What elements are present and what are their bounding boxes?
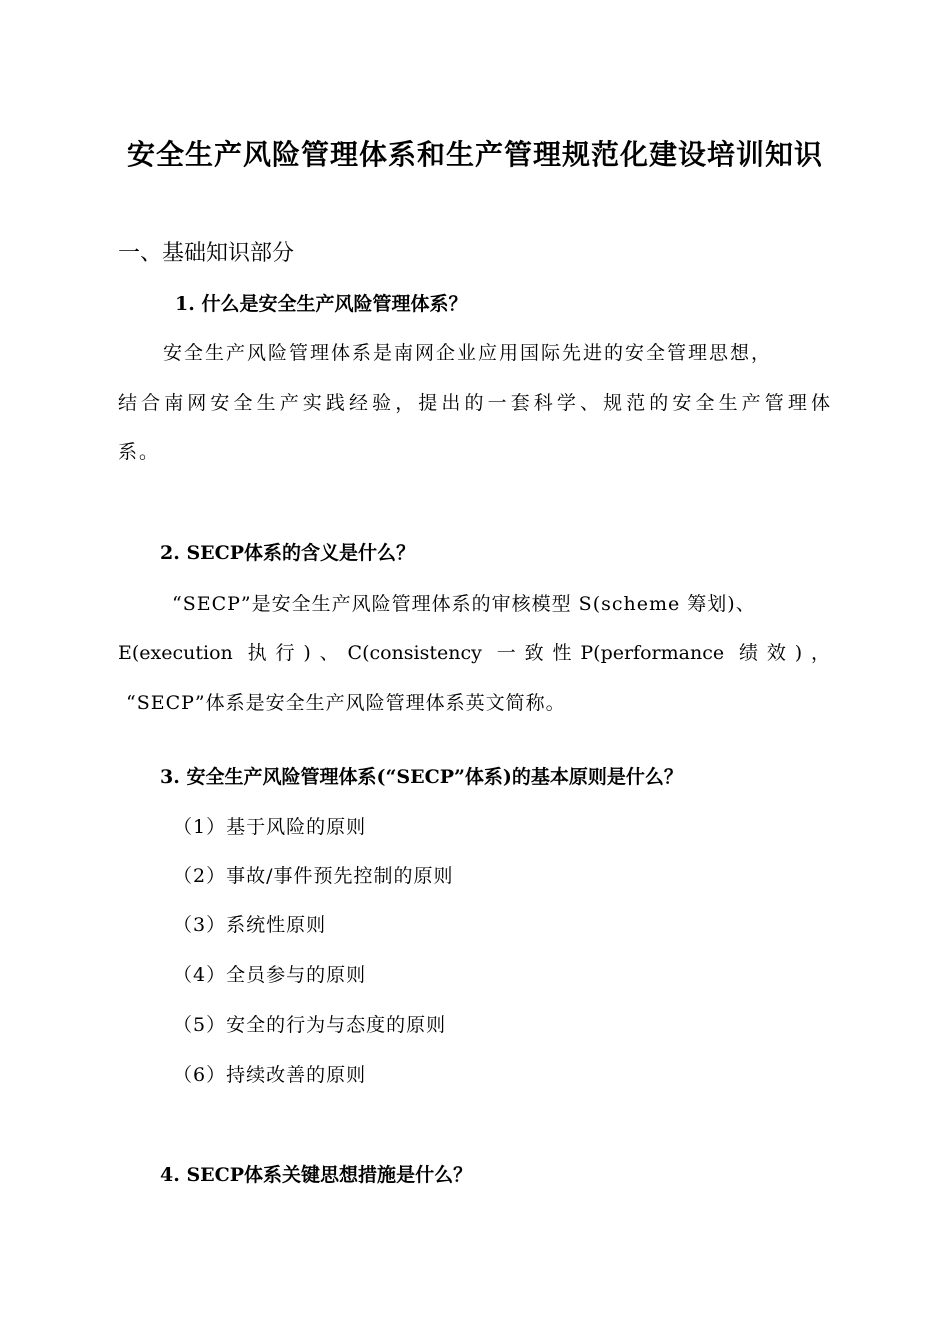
question-2-heading: 2. SECP体系的含义是什么？ bbox=[160, 542, 416, 564]
question-1-line-1: 安全生产风险管理体系是南网企业应用国际先进的安全管理思想， bbox=[163, 342, 773, 364]
principle-item-5: （5）安全的行为与态度的原则 bbox=[173, 1014, 447, 1036]
question-2-line-2: E(execution 执行)、C(consistency 一致性P(performance 绩效)， bbox=[118, 642, 830, 664]
question-2-line-1: “SECP”是安全生产风险管理体系的审核模型 S(scheme 筹划)、 bbox=[172, 593, 756, 615]
question-1-heading: 1. 什么是安全生产风险管理体系？ bbox=[175, 293, 468, 315]
section-heading: 一、基础知识部分 bbox=[118, 241, 295, 266]
question-3-heading: 3. 安全生产风险管理体系(“SECP”体系)的基本原则是什么？ bbox=[160, 766, 683, 788]
document-title: 安全生产风险管理体系和生产管理规范化建设培训知识 bbox=[126, 138, 823, 171]
principle-item-2: （2）事故/事件预先控制的原则 bbox=[173, 865, 454, 887]
question-1-line-3: 系。 bbox=[118, 441, 161, 463]
principle-item-4: （4）全员参与的原则 bbox=[173, 964, 367, 986]
principle-item-6: （6）持续改善的原则 bbox=[173, 1064, 367, 1086]
question-1-line-2: 结合南网安全生产实践经验，提出的一套科学、规范的安全生产管理体 bbox=[118, 392, 830, 414]
principle-item-3: （3）系统性原则 bbox=[173, 914, 327, 936]
question-2-line-3: “SECP”体系是安全生产风险管理体系英文简称。 bbox=[126, 692, 566, 714]
principle-item-1: （1）基于风险的原则 bbox=[173, 816, 367, 838]
question-4-heading: 4. SECP体系关键思想措施是什么？ bbox=[160, 1164, 473, 1186]
